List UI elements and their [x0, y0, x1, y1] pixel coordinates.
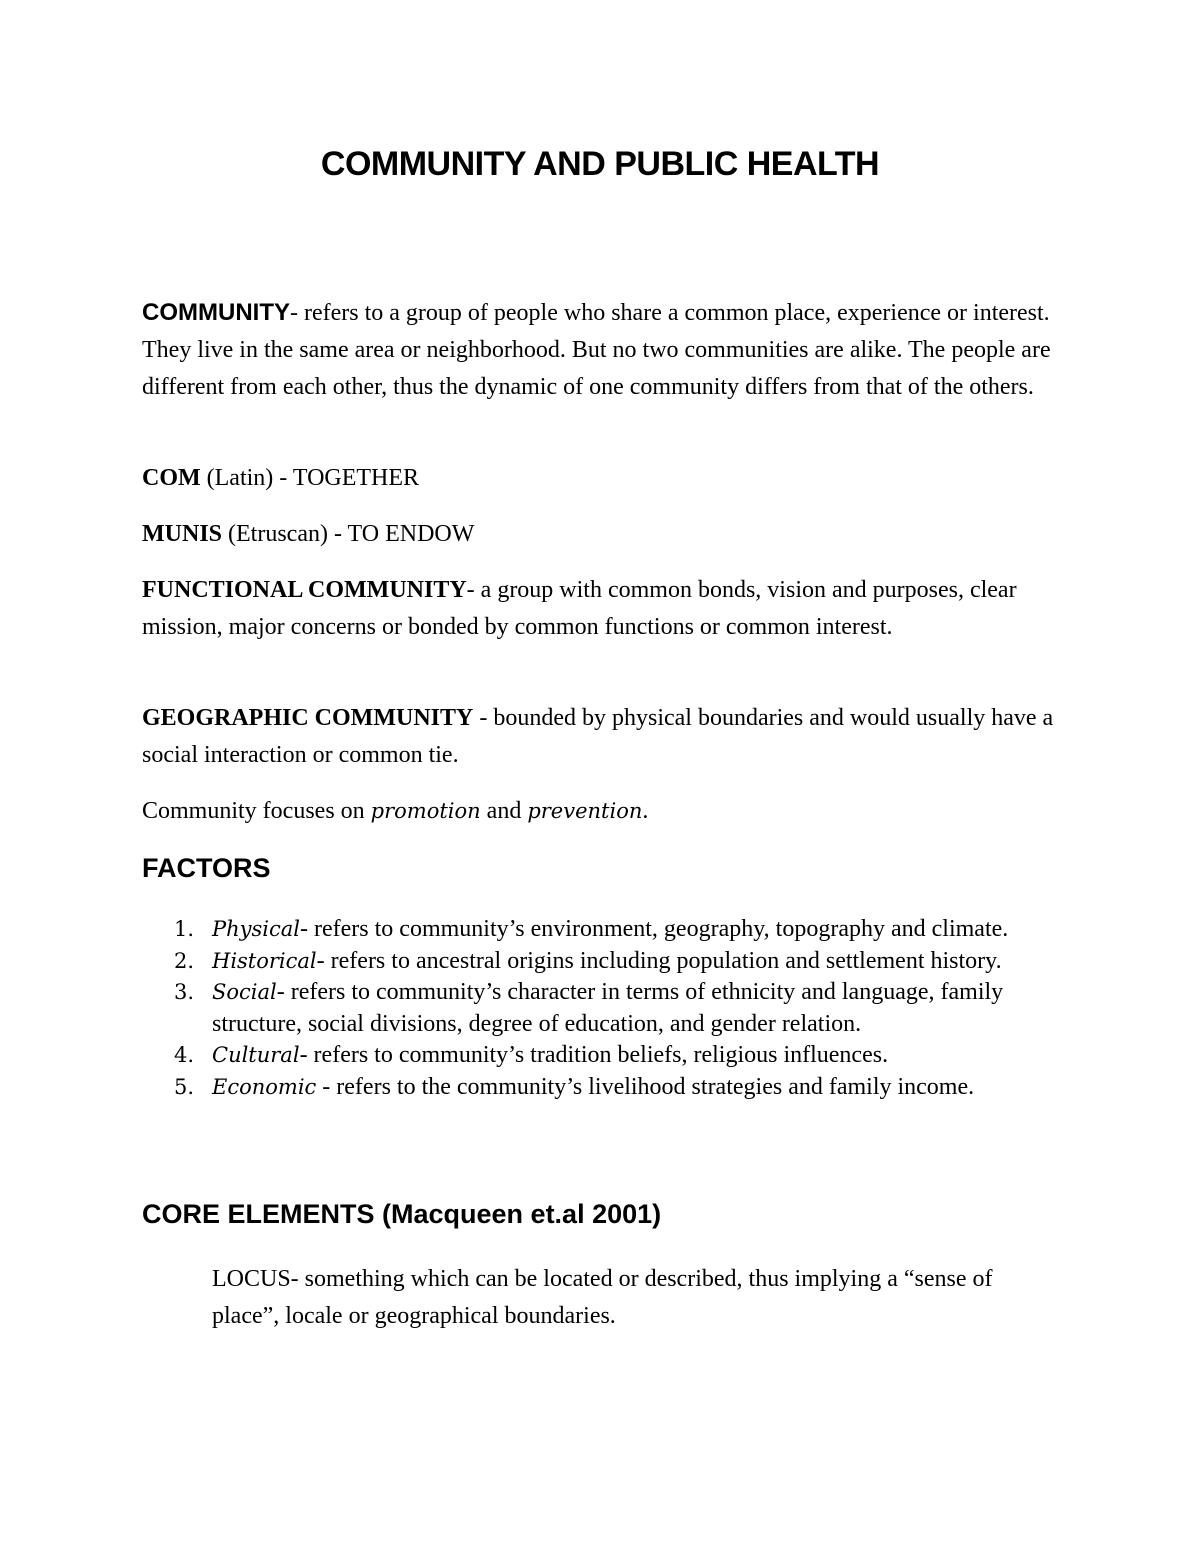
factor-term: Historical — [212, 948, 317, 973]
factor-term: Social — [212, 980, 277, 1004]
factor-text: - refers to the community’s livelihood strategies and family income. — [316, 1073, 975, 1100]
list-number: 2. — [174, 948, 195, 973]
list-number: 1. — [174, 917, 195, 941]
focus-prevention: prevention — [527, 799, 643, 823]
core-element-locus — [142, 1261, 1062, 1335]
etymology-munis — [142, 516, 1062, 553]
focus-and: and — [480, 798, 528, 824]
list-item — [142, 946, 1062, 978]
list-item — [142, 914, 1062, 946]
community-focus — [142, 793, 1062, 830]
etymology-com — [142, 460, 1062, 497]
etymology-meaning: (Etruscan) - TO ENDOW — [222, 521, 475, 547]
list-number: 5. — [174, 1074, 195, 1099]
focus-before: Community focuses on — [142, 798, 371, 824]
factor-text: - refers to ancestral origins including population and settlement history. — [316, 947, 1002, 974]
etymology-meaning: (Latin) - TOGETHER — [200, 465, 420, 491]
factor-term: Economic — [212, 1074, 317, 1099]
functional-community-definition — [142, 572, 1062, 646]
list-item — [142, 977, 1062, 1040]
community-term: COMMUNITY — [142, 299, 290, 326]
functional-text: - a group with common bonds, vision and purposes, clear mission, major concerns or bonded by common functions or common interest. — [142, 577, 1017, 640]
etymology-word: MUNIS — [142, 521, 223, 547]
focus-end: . — [642, 798, 649, 824]
list-number: 3. — [174, 980, 195, 1004]
list-item — [142, 1040, 1062, 1072]
community-definition — [142, 294, 1062, 406]
list-item — [142, 1072, 1062, 1104]
functional-term: FUNCTIONAL COMMUNITY — [142, 577, 467, 603]
factor-text: - refers to community’s character in terms of ethnicity and language, family structure, social divisions, degree of education, and gender relation. — [212, 979, 1004, 1037]
geographic-term: GEOGRAPHIC COMMUNITY — [142, 705, 474, 731]
geographic-community-definition — [142, 700, 1062, 774]
page-title: COMMUNITY AND PUBLIC HEALTH — [320, 145, 880, 183]
focus-promotion: promotion — [370, 799, 481, 823]
factor-term: Cultural — [212, 1043, 300, 1067]
factors-list — [142, 914, 1062, 1103]
etymology-word: COM — [142, 465, 201, 491]
core-elements-heading: CORE ELEMENTS (Macqueen et.al 2001) — [142, 1199, 662, 1229]
factor-text: - refers to community’s tradition beliefs, religious influences. — [299, 1042, 889, 1068]
factor-text: - refers to community’s environment, geography, topography and climate. — [300, 916, 1009, 942]
factors-heading: FACTORS — [142, 853, 271, 883]
factor-term: Physical — [212, 917, 301, 941]
core-element-text: LOCUS- something which can be located or described, thus implying a “sense of place”, locale or geographical boundaries. — [212, 1266, 993, 1329]
community-text: - refers to a group of people who share a common place, experience or interest. They live in the same area or neighborhood. But no two communities are alike. The people are different from each other, thus the dynamic of one community differs from that of the others. — [142, 300, 1051, 400]
list-number: 4. — [174, 1043, 195, 1067]
geographic-text: - bounded by physical boundaries and would usually have a social interaction or common tie. — [142, 705, 1054, 768]
